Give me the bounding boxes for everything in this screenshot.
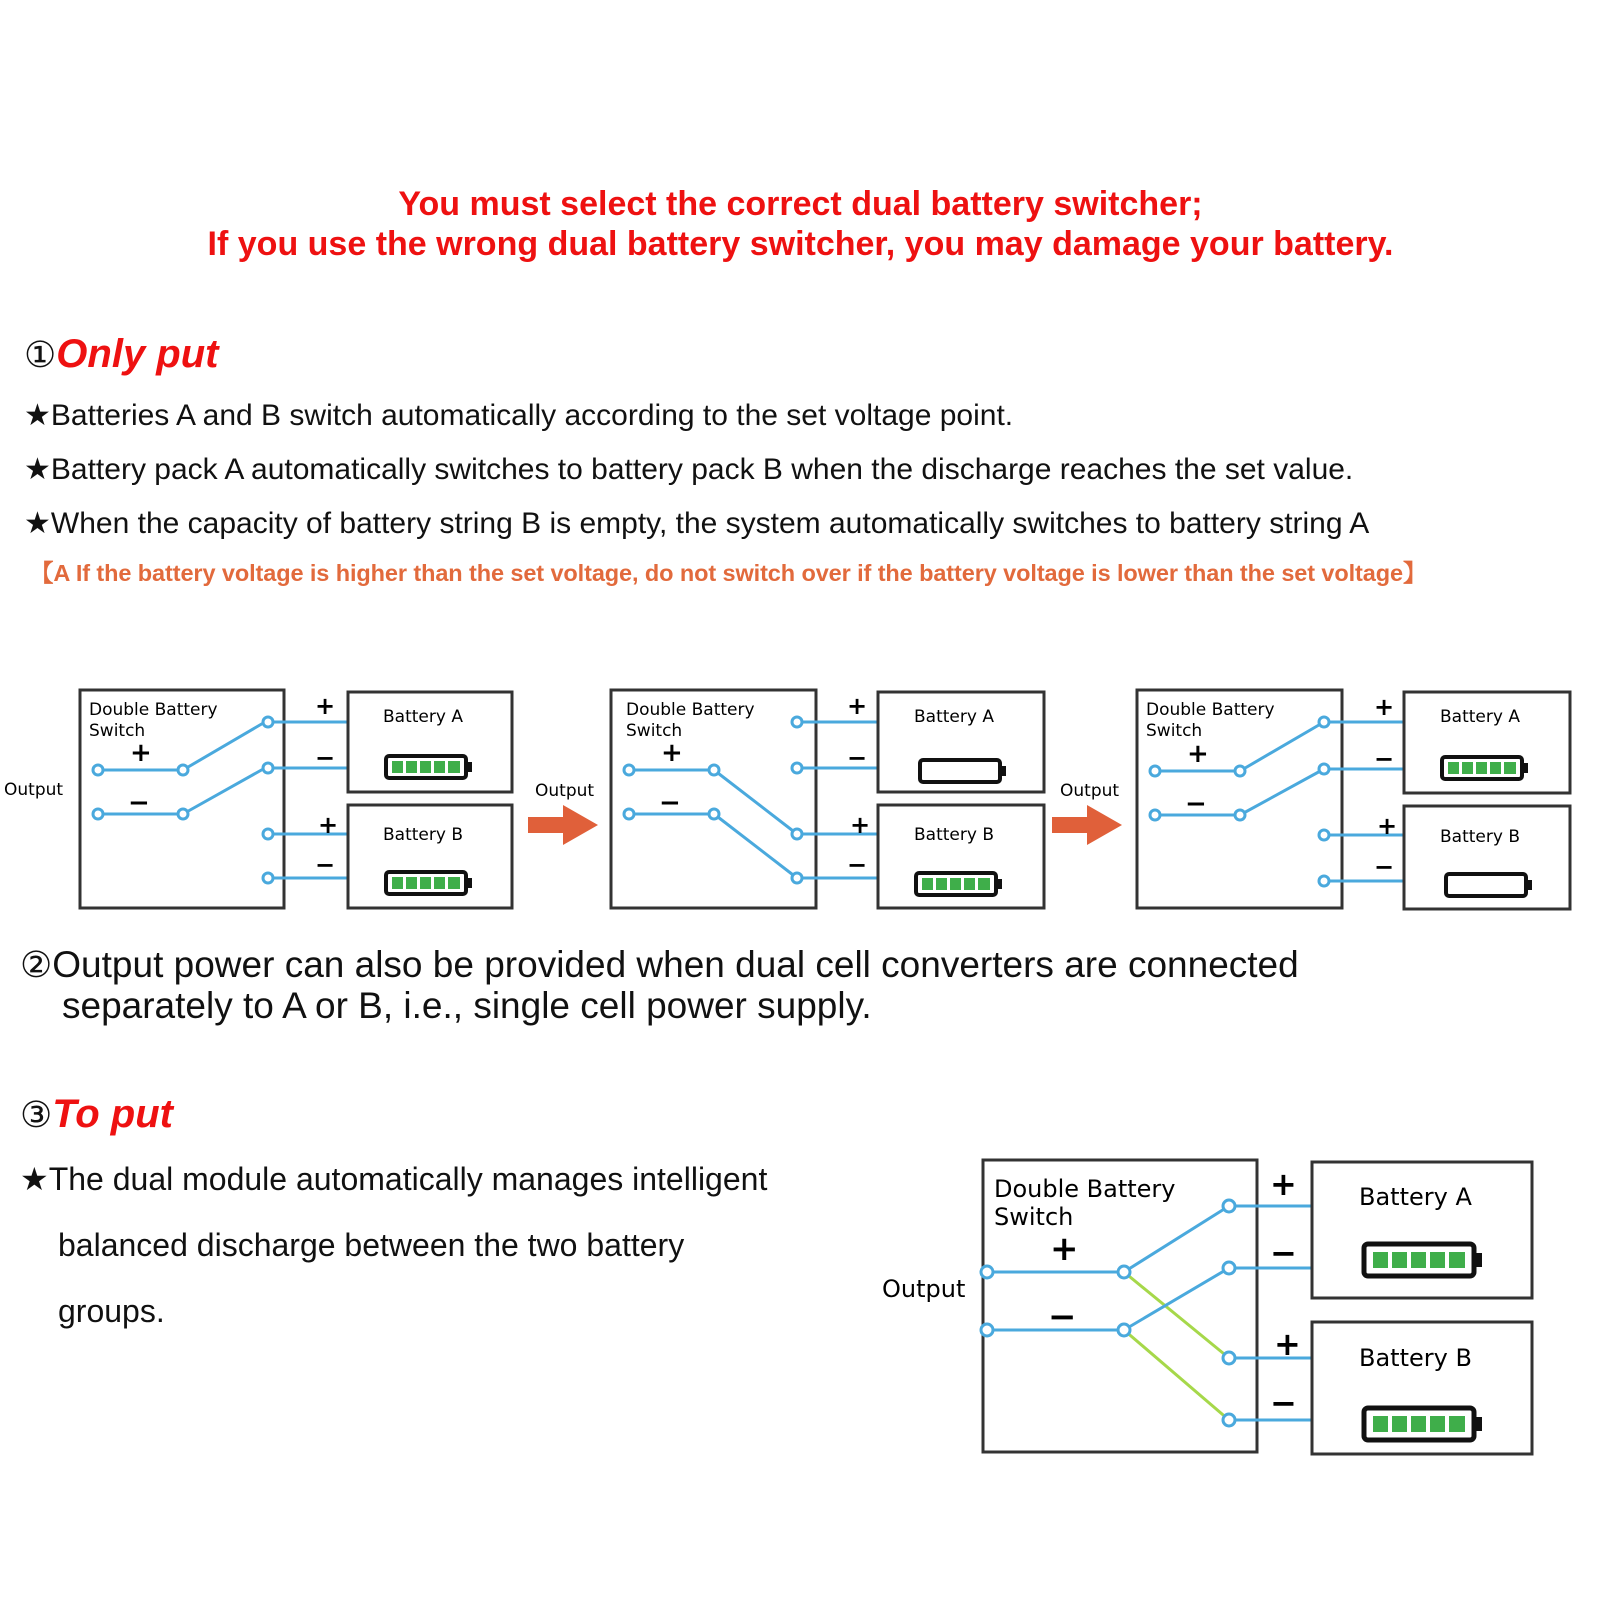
- state-2-diagram: [535, 690, 1044, 908]
- minus-sign: −: [315, 851, 336, 879]
- section-3-text: ★The dual module automatically manages intelligent balanced discharge between the two battery groups.: [20, 1160, 768, 1329]
- balanced-discharge-diagram: [880, 1140, 1580, 1470]
- section-2-line-2: separately to A or B, i.e., single cell power supply.: [62, 985, 872, 1026]
- plus-sign: +: [1187, 739, 1209, 769]
- switch-label-1: Double Battery: [994, 1175, 1176, 1203]
- warning-line-2: If you use the wrong dual battery switcher, you may damage your battery.: [207, 225, 1394, 263]
- switch-label-1: Double Battery: [1146, 700, 1275, 720]
- plus-sign: +: [318, 811, 339, 839]
- section-3-number: ③: [20, 1095, 53, 1136]
- switch-label-2: Switch: [994, 1203, 1074, 1231]
- star-icon: ★: [24, 452, 51, 487]
- voltage-note: 【A If the battery voltage is higher than the set voltage, do not switch over if the battery voltage is lower than the set voltage】: [30, 560, 1427, 586]
- switch-label-2: Switch: [89, 721, 146, 741]
- battery-empty-icon: [1446, 874, 1532, 896]
- minus-sign: −: [847, 744, 868, 772]
- minus-sign: −: [659, 788, 681, 818]
- battery-full-icon: [1442, 757, 1528, 779]
- output-label: Output: [535, 781, 595, 801]
- plus-sign: +: [1270, 1165, 1297, 1203]
- plus-sign: +: [850, 811, 871, 839]
- star-icon: ★: [20, 1160, 49, 1198]
- output-label: Output: [1060, 781, 1120, 801]
- plus-sign: +: [1274, 1325, 1301, 1363]
- battery-a-label: Battery A: [1440, 707, 1520, 727]
- battery-a-label: Battery A: [1359, 1183, 1472, 1211]
- section-2-line-1: ②Output power can also be provided when dual cell converters are connected: [20, 944, 1299, 986]
- section-1-number: ①: [24, 335, 57, 376]
- output-label: Output: [882, 1275, 966, 1303]
- switch-label-1: Double Battery: [89, 700, 218, 720]
- minus-sign: −: [1374, 853, 1395, 881]
- plus-sign: +: [1377, 812, 1398, 840]
- battery-a-label: Battery A: [383, 707, 463, 727]
- switch-sequence-diagram: [0, 680, 1601, 930]
- battery-full-icon: [386, 756, 472, 778]
- section-1-heading: [24, 330, 219, 380]
- section-1-bullet-1: ★Batteries A and B switch automatically according to the set voltage point.: [24, 398, 1014, 433]
- battery-full-icon: [1364, 1244, 1482, 1276]
- star-icon: ★: [24, 506, 51, 541]
- section-1-title: Only put: [56, 332, 219, 376]
- battery-full-icon: [1364, 1408, 1482, 1440]
- battery-b-label: Battery B: [1440, 827, 1520, 847]
- battery-b-label: Battery B: [383, 825, 463, 845]
- section-1-bullet-2: ★Battery pack A automatically switches to battery pack B when the discharge reaches the set value.: [24, 452, 1354, 487]
- section-3-title: To put: [52, 1092, 173, 1136]
- section-3-heading: [20, 1090, 173, 1140]
- battery-empty-icon: [920, 760, 1006, 782]
- warning-line-1: You must select the correct dual battery switcher;: [398, 185, 1203, 223]
- star-icon: ★: [24, 398, 51, 433]
- battery-full-icon: [916, 873, 1002, 895]
- switch-label-2: Switch: [1146, 721, 1203, 741]
- switch-label-2: Switch: [626, 721, 683, 741]
- plus-sign: +: [661, 738, 683, 768]
- minus-sign: −: [315, 744, 336, 772]
- plus-sign: +: [1050, 1229, 1079, 1269]
- battery-full-icon: [386, 872, 472, 894]
- plus-sign: +: [130, 738, 152, 768]
- minus-sign: −: [1185, 789, 1207, 819]
- minus-sign: −: [1048, 1297, 1077, 1337]
- state-3-diagram: [1060, 690, 1570, 909]
- minus-sign: −: [847, 851, 868, 879]
- section-1-bullet-3: ★When the capacity of battery string B is empty, the system automatically switches to battery string A: [24, 506, 1370, 541]
- battery-b-label: Battery B: [1359, 1344, 1472, 1372]
- switch-label-1: Double Battery: [626, 700, 755, 720]
- output-label: Output: [4, 780, 64, 800]
- arrow-right-icon: [528, 805, 598, 845]
- plus-sign: +: [847, 692, 868, 720]
- minus-sign: −: [128, 788, 150, 818]
- minus-sign: −: [1270, 1384, 1297, 1422]
- minus-sign: −: [1374, 745, 1395, 773]
- battery-b-label: Battery B: [914, 825, 994, 845]
- section-2-number: ②: [20, 945, 53, 986]
- minus-sign: −: [1270, 1234, 1297, 1272]
- battery-a-label: Battery A: [914, 707, 994, 727]
- state-1-diagram: [4, 690, 512, 908]
- plus-sign: +: [1374, 693, 1395, 721]
- arrow-right-icon: [1052, 805, 1122, 845]
- plus-sign: +: [315, 692, 336, 720]
